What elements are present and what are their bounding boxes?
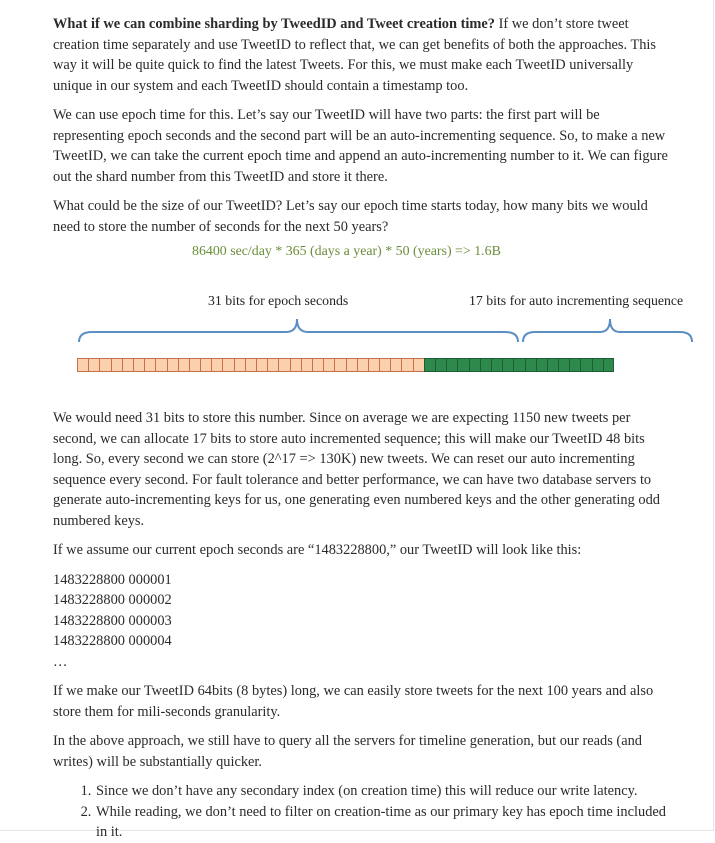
paragraph-lead-rest: If we don’t store tweet creation time separately and use TweetID to reflect that, we can get benefits of both the approaches. This way it will be quite quick to find the latest Tweets. For this, we must make each TweetID universally unique in our system and each TweetID should contain a timestamp too.	[53, 16, 657, 94]
epoch-bit-cell	[88, 358, 99, 372]
epoch-bit-cell	[211, 358, 222, 372]
sequence-bit-cell	[469, 358, 480, 372]
benefits-list	[53, 781, 673, 843]
epoch-bit-cell	[167, 358, 178, 372]
epoch-bit-cell	[278, 358, 289, 372]
formula-epoch-seconds: 86400 sec/day * 365 (days a year) * 50 (years) => 1.6B	[192, 244, 501, 259]
paragraph-query-servers: In the above approach, we still have to query all the servers for timeline generation, but our reads (and writes) will be substantially quicker.	[53, 733, 643, 770]
sequence-bit-cell	[513, 358, 524, 372]
epoch-bit-cell	[200, 358, 211, 372]
article-bottom	[53, 408, 673, 843]
tweetid-example-line: 1483228800 000002	[53, 592, 172, 608]
epoch-bit-cell	[99, 358, 110, 372]
tweetid-example-line: 1483228800 000003	[53, 612, 172, 629]
paragraph-64bit: If we make our TweetID 64bits (8 bytes) long, we can easily store tweets for the next 100 years and also store them for mili-seconds granularity.	[53, 683, 654, 720]
epoch-bit-cell	[334, 358, 345, 372]
epoch-bit-cell	[401, 358, 412, 372]
label-sequence-bits: 17 bits for auto incrementing sequence	[469, 293, 684, 308]
sequence-bit-cell	[502, 358, 513, 372]
epoch-bit-cell	[413, 358, 424, 372]
epoch-bit-cell	[155, 358, 166, 372]
epoch-bit-cell	[77, 358, 88, 372]
sequence-bit-cell	[424, 358, 435, 372]
epoch-bit-cell	[368, 358, 379, 372]
epoch-bit-cell	[312, 358, 323, 372]
benefit-item: 1. Since we don’t have any secondary index (on creation time) this will reduce our write latency.	[95, 781, 673, 802]
sequence-bit-cell	[592, 358, 603, 372]
epoch-bit-cell	[189, 358, 200, 372]
epoch-bit-cell	[390, 358, 401, 372]
paragraph-sharding-combined	[53, 14, 673, 96]
tweetid-examples	[53, 570, 673, 673]
epoch-bit-cell	[357, 358, 368, 372]
sequence-bit-cell	[435, 358, 446, 372]
paragraph-lead-bold: What if we can combine sharding by TweedID and Tweet creation time?	[53, 16, 495, 32]
epoch-bit-cell	[144, 358, 155, 372]
epoch-bit-cell	[323, 358, 334, 372]
epoch-bit-cell	[267, 358, 278, 372]
epoch-bit-cell	[346, 358, 357, 372]
sequence-bit-cell	[491, 358, 502, 372]
sequence-bit-cell	[525, 358, 536, 372]
sequence-bit-cell	[446, 358, 457, 372]
sequence-bit-cell	[558, 358, 569, 372]
epoch-bit-cell	[301, 358, 312, 372]
epoch-bit-cell	[133, 358, 144, 372]
epoch-bit-cell	[256, 358, 267, 372]
epoch-bit-cell	[245, 358, 256, 372]
tweetid-example-line: 1483228800 000004	[53, 633, 172, 649]
paragraph-tweetid-size: What could be the size of our TweetID? Let’s say our epoch time starts today, how many bits we would need to store the number of seconds for the next 50 years?	[53, 198, 648, 235]
paragraph-epoch-time: We can use epoch time for this. Let’s say our TweetID will have two parts: the first part will be representing epoch seconds and the second part will be an auto-incrementing sequence. So, to make a new TweetID, we can take the current epoch time and append an auto-incrementing number to it. We can figure out the shard number from this TweetID and store it there.	[53, 107, 668, 185]
paragraph-bit-allocation: We would need 31 bits to store this number. Since on average we are expecting 1150 new tweets per second, we can allocate 17 bits to store auto incremented sequence; this will make our TweetID 48 bits long. So, every second we can store (2^17 => 130K) new tweets. We can reset our auto incrementing sequence every second. For fault tolerance and better performance, we can have two database servers to generate auto-incrementing keys for us, one generating even numbered keys and the other generating odd numbered keys.	[53, 410, 660, 529]
sequence-bit-cell	[547, 358, 558, 372]
benefit-item: 2. While reading, we don’t need to filter on creation-time as our primary key has epoch time included in it.	[95, 802, 673, 843]
epoch-bit-cell	[379, 358, 390, 372]
paragraph-epoch-example: If we assume our current epoch seconds are “1483228800,” our TweetID will look like this:	[53, 542, 582, 558]
tweetid-example-line: …	[53, 653, 68, 670]
brace-epoch	[79, 319, 518, 342]
article-top	[53, 14, 673, 246]
sequence-bit-cell	[603, 358, 614, 372]
epoch-bit-cell	[111, 358, 122, 372]
epoch-bit-cell	[222, 358, 233, 372]
tweetid-example-line: 1483228800 000001	[53, 571, 172, 588]
sequence-bit-cell	[569, 358, 580, 372]
tweetid-bit-bar	[77, 358, 614, 372]
sequence-bit-cell	[457, 358, 468, 372]
label-epoch-bits: 31 bits for epoch seconds	[208, 293, 349, 308]
sequence-bit-cell	[536, 358, 547, 372]
epoch-bit-cell	[234, 358, 245, 372]
sequence-bit-cell	[580, 358, 591, 372]
epoch-bit-cell	[290, 358, 301, 372]
sequence-bit-cell	[480, 358, 491, 372]
epoch-bit-cell	[122, 358, 133, 372]
epoch-bit-cell	[178, 358, 189, 372]
brace-sequence	[523, 319, 692, 342]
